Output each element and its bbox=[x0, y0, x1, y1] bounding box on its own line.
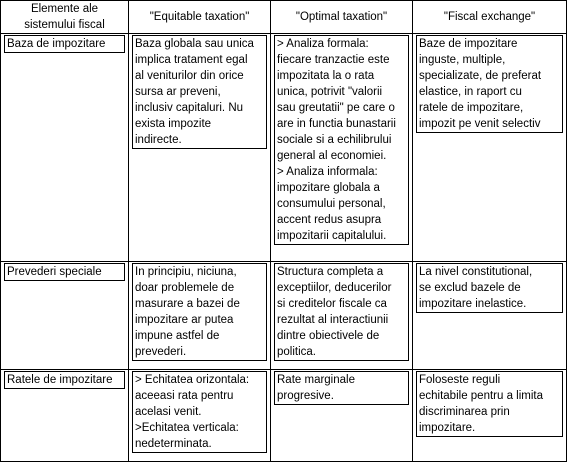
header-row bbox=[1, 1, 567, 34]
cell-optimal bbox=[271, 34, 413, 262]
cell-line: implica tratament egal bbox=[135, 54, 248, 66]
header-elements-line1: Elemente ale bbox=[30, 3, 99, 15]
cell-line: acelasi venit. bbox=[135, 406, 202, 418]
cell-line: Baze de impozitare bbox=[419, 38, 518, 50]
cell-line: aceeasi rata pentru bbox=[135, 390, 234, 402]
cell-line: nedeterminata. bbox=[135, 438, 212, 450]
cell-text bbox=[132, 263, 267, 361]
cell-line: echitabile pentru a limita bbox=[419, 390, 544, 402]
cell-line: rezultat al interactiunii bbox=[277, 314, 389, 326]
cell-line: Foloseste reguli bbox=[419, 374, 501, 386]
cell-line: politica. bbox=[277, 346, 316, 358]
cell-line: impozitare inelastice. bbox=[419, 298, 527, 310]
cell-line: general al economiei. bbox=[277, 150, 387, 162]
cell-line: progresive. bbox=[277, 390, 334, 402]
cell-line: doar problemele de bbox=[135, 282, 235, 294]
cell-line: inguste, multiple, bbox=[419, 54, 506, 66]
cell-line: indirecte. bbox=[135, 134, 182, 146]
cell-line: impozitare. bbox=[419, 422, 476, 434]
table-row bbox=[1, 34, 567, 262]
cell-fiscal-exchange bbox=[413, 370, 567, 462]
row-label-text: Prevederi speciale bbox=[4, 263, 125, 281]
row-label bbox=[1, 262, 129, 370]
cell-line: In principiu, niciuna, bbox=[135, 266, 237, 278]
cell-line: consumului personal, bbox=[277, 198, 386, 210]
header-optimal-taxation: "Optimal taxation" bbox=[271, 1, 413, 34]
cell-line: impozitare ar putea bbox=[135, 314, 234, 326]
cell-line: Baza globala sau unica bbox=[135, 38, 254, 50]
cell-line: discriminarea prin bbox=[419, 406, 510, 418]
cell-line: specializate, de preferat bbox=[419, 70, 542, 82]
cell-line: exista impozite bbox=[135, 118, 212, 130]
cell-line: > Analiza formala: bbox=[277, 38, 369, 50]
cell-line: impozit pe venit selectiv bbox=[419, 118, 541, 130]
table-row bbox=[1, 262, 567, 370]
cell-text bbox=[274, 263, 409, 361]
cell-fiscal-exchange bbox=[413, 34, 567, 262]
cell-text bbox=[274, 371, 409, 405]
cell-line: are in functia bunastarii bbox=[277, 118, 396, 130]
cell-line: sau greutatii" pe care o bbox=[277, 102, 395, 114]
row-label-text: Ratele de impozitare bbox=[4, 371, 125, 389]
cell-equitable bbox=[129, 34, 271, 262]
cell-optimal bbox=[271, 262, 413, 370]
header-elements bbox=[1, 1, 129, 34]
cell-line: se exclud bazele de bbox=[419, 282, 521, 294]
cell-line: al veniturilor din orice bbox=[135, 70, 244, 82]
cell-fiscal-exchange bbox=[413, 262, 567, 370]
cell-line: >Echitatea verticala: bbox=[135, 422, 239, 434]
cell-line: impozitata la o rata bbox=[277, 70, 375, 82]
cell-optimal bbox=[271, 370, 413, 462]
cell-text bbox=[416, 35, 563, 133]
cell-line: impozitarii capitalului. bbox=[277, 230, 387, 242]
cell-line: sursa ar preveni, bbox=[135, 86, 221, 98]
cell-line: si creditelor fiscale ca bbox=[277, 298, 387, 310]
cell-line: exceptiilor, deducerilor bbox=[277, 282, 392, 294]
cell-line: masurare a bazei de bbox=[135, 298, 240, 310]
header-equitable-taxation: "Equitable taxation" bbox=[129, 1, 271, 34]
cell-text bbox=[132, 35, 267, 149]
cell-equitable bbox=[129, 370, 271, 462]
cell-line: prevederi. bbox=[135, 346, 187, 358]
cell-line: La nivel constitutional, bbox=[419, 266, 533, 278]
cell-line: accent redus asupra bbox=[277, 214, 382, 226]
table-row bbox=[1, 370, 567, 462]
cell-line: sociale si a echilibrului bbox=[277, 134, 392, 146]
cell-line: fiecare tranzactie este bbox=[277, 54, 390, 66]
cell-line: impozitare globala a bbox=[277, 182, 380, 194]
cell-line: Rate marginale bbox=[277, 374, 355, 386]
row-label bbox=[1, 370, 129, 462]
cell-line: unica, potrivit "valorii bbox=[277, 86, 383, 98]
cell-line: elastice, in raport cu bbox=[419, 86, 522, 98]
cell-line: > Echitatea orizontala: bbox=[135, 374, 250, 386]
cell-line: > Analiza informala: bbox=[277, 166, 378, 178]
cell-line: ratele de impozitare, bbox=[419, 102, 524, 114]
cell-text bbox=[416, 263, 563, 313]
cell-text bbox=[132, 371, 267, 453]
row-label-text: Baza de impozitare bbox=[4, 35, 125, 53]
row-label bbox=[1, 34, 129, 262]
header-elements-line2: sistemului fiscal bbox=[24, 19, 105, 31]
cell-line: dintre obiectivele de bbox=[277, 330, 380, 342]
cell-text bbox=[416, 371, 563, 437]
cell-line: inclusiv capitaluri. Nu bbox=[135, 102, 244, 114]
cell-line: impune astfel de bbox=[135, 330, 220, 342]
cell-line: Structura completa a bbox=[277, 266, 384, 278]
header-fiscal-exchange: "Fiscal exchange" bbox=[413, 1, 567, 34]
cell-text bbox=[274, 35, 409, 245]
cell-equitable bbox=[129, 262, 271, 370]
